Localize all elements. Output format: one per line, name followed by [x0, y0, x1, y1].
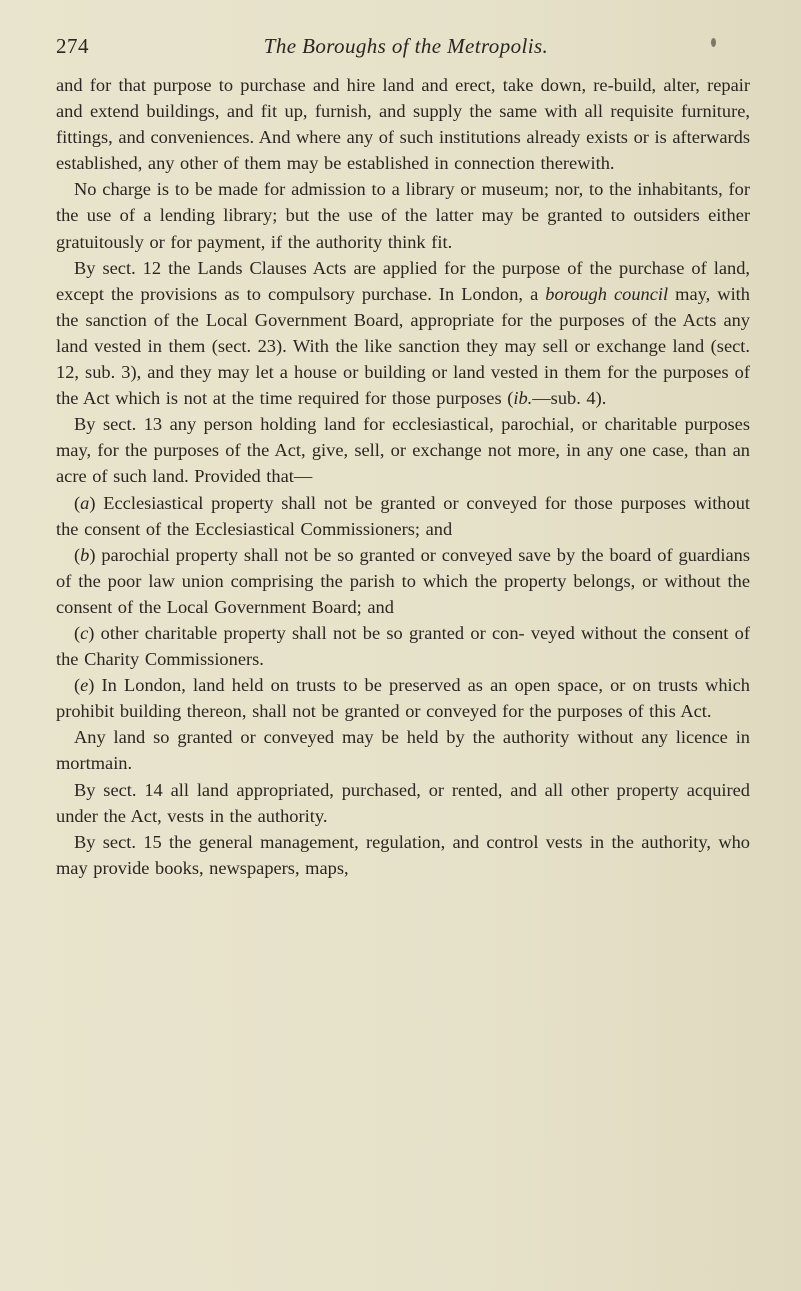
paragraph [56, 255, 750, 412]
text-run: By sect. 13 any person holding land for ecclesiastical, parochial, or charitable purposes may, for the purposes of the Act, give, sell, or exchange not more, in any one case, than an acre of such land. Provided that— [56, 414, 750, 487]
text-run: ( [74, 544, 81, 565]
text-run: Any land so granted or conveyed may be held by the authority without any licence in mortmain. [56, 727, 750, 774]
text-run: —sub. 4). [532, 388, 607, 409]
italic-text-run: a [80, 492, 90, 513]
text-run: By sect. 15 the general management, regulation, and control vests in the authority, who may provide books, newspapers, maps, [56, 831, 750, 878]
italic-text-run: b [80, 544, 90, 565]
paragraph [56, 620, 750, 672]
paragraph [56, 490, 750, 542]
paragraph [56, 724, 750, 776]
text-run: ) Ecclesiastical property shall not be granted or conveyed for those purposes without the consent of the Ecclesiastical Commissioners; and [56, 492, 750, 539]
text-run: ( [74, 492, 81, 513]
body-text [56, 72, 750, 881]
paragraph [56, 411, 750, 489]
running-title: The Boroughs of the Metropolis. [263, 34, 549, 58]
text-run: By sect. 14 all land appropriated, purchased, or rented, and all other property acquired under the Act, vests in the authority. [56, 779, 750, 826]
paragraph [56, 672, 750, 724]
paragraph [56, 542, 750, 620]
italic-text-run: e [80, 675, 89, 696]
italic-text-run: c [80, 622, 89, 643]
ink-speck [711, 38, 716, 47]
text-run: ( [74, 622, 81, 643]
text-run: No charge is to be made for admission to a library or museum; nor, to the inhabitants, for the use of a lending library; but the use of the latter may be granted to outsiders either gratuitously or for payment, if the authority think fit. [56, 179, 750, 252]
italic-text-run: borough council [545, 283, 669, 304]
page-header [56, 34, 756, 64]
paragraph [56, 829, 750, 881]
text-run: and for that purpose to purchase and hire land and erect, take down, re-build, alter, repair and extend buildings, and fit up, furnish, and supply the same with all requisite furniture, fittings, and conveniences. And where any of such institutions already exists or is afterwards established, any other of them may be established in connection therewith. [56, 75, 750, 174]
text-run: ) In London, land held on trusts to be preserved as an open space, or on trusts which prohibit building thereon, shall not be granted or conveyed for the purposes of this Act. [56, 675, 750, 722]
paragraph [56, 176, 750, 254]
text-run: By sect. 12 the Lands Clauses Acts are applied for the purpose of the purchase of land, except the provisions as to compulsory purchase. In London, a [56, 257, 750, 304]
italic-text-run: ib. [513, 388, 533, 409]
paragraph [56, 777, 750, 829]
text-run: ) parochial property shall not be so granted or conveyed save by the board of guardians of the poor law union comprising the parish to which the property belongs, or without the consent of the Local Government Board; and [56, 544, 750, 617]
paragraph [56, 72, 750, 176]
page-number: 274 [56, 34, 89, 58]
text-run: may, with the sanction of the Local Government Board, appropriate for the purposes of the Acts any land vested in them (sect. 23). With the like sanction they may sell or exchange land (sect. 12, sub. 3), and they may let a house or building or land vested in them for the purposes of the Act which is not at the time required for those purposes ( [56, 283, 750, 409]
text-run: ) other charitable property shall not be so granted or con- veyed without the consent of the Charity Commissioners. [56, 622, 750, 670]
text-run: ( [74, 675, 81, 696]
